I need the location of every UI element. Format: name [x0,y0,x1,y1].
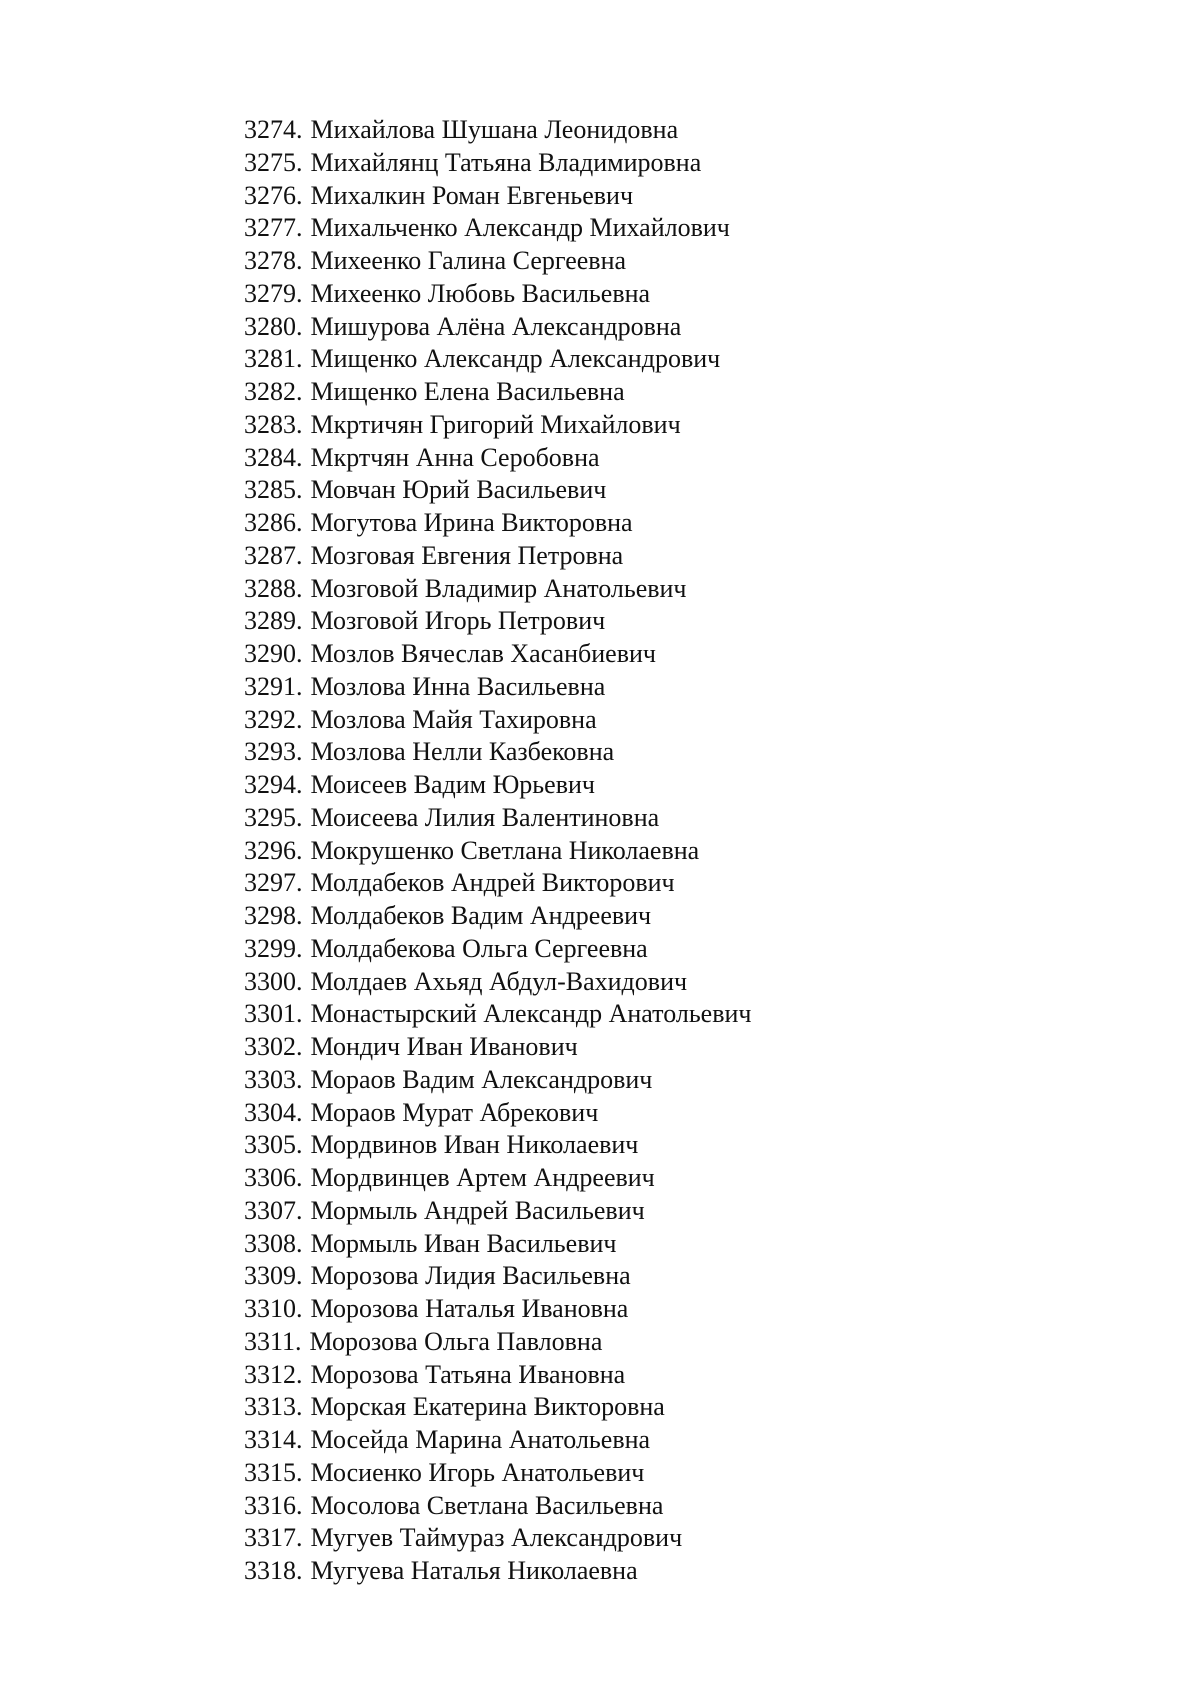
list-item [244,835,751,868]
list-item [244,311,751,344]
entry-number: 3279. [244,278,303,308]
entry-name: Молдаев Ахьяд Абдул-Вахидович [310,966,688,996]
entry-name: Моисеев Вадим Юрьевич [310,770,595,799]
entry-name: Морская Екатерина Викторовна [310,1392,665,1422]
entry-number: 3294. [244,770,303,799]
entry-name: Мордвинцев Артем Андреевич [310,1163,655,1192]
entry-name: Мкртичян Григорий Михайлович [310,409,681,439]
list-item [244,605,751,638]
entry-number: 3274. [244,115,303,144]
entry-number: 3288. [244,573,303,603]
entry-number: 3297. [244,868,303,898]
list-item [244,180,751,213]
entry-number: 3312. [244,1359,303,1389]
entry-number: 3286. [244,508,303,537]
list-item [244,343,751,376]
list-item [244,1129,751,1162]
entry-number: 3284. [244,442,303,472]
entry-number: 3298. [244,901,303,930]
entry-name: Мормыль Иван Васильевич [310,1228,617,1258]
list-item [244,1522,751,1555]
list-item [244,1490,751,1523]
list-item [244,1555,751,1588]
entry-number: 3290. [244,639,303,668]
entry-name: Мондич Иван Иванович [310,1032,578,1061]
list-item [244,245,751,278]
entry-name: Мордвинов Иван Николаевич [310,1130,639,1160]
entry-number: 3300. [244,966,303,996]
list-item [244,442,751,475]
list-item [244,736,751,769]
entry-name: Мозлов Вячеслав Хасанбиевич [310,639,656,668]
list-item [244,933,751,966]
entry-number: 3289. [244,606,303,636]
entry-number: 3311. [244,1326,302,1356]
entry-name: Мораов Мурат Абрекович [310,1097,599,1127]
entry-number: 3278. [244,246,303,275]
list-item [244,1031,751,1064]
list-item [244,540,751,573]
entry-number: 3283. [244,409,303,439]
list-item [244,998,751,1031]
list-item [244,900,751,933]
entry-number: 3304. [244,1097,303,1127]
entry-name: Мугуева Наталья Николаевна [310,1556,638,1585]
list-item [244,1293,751,1326]
entry-name: Молдабекова Ольга Сергеевна [310,933,648,963]
entry-name: Михалкин Роман Евгеньевич [310,180,634,210]
entry-number: 3282. [244,377,303,406]
list-item [244,1195,751,1228]
list-item [244,1162,751,1195]
entry-name: Михеенко Любовь Васильевна [310,278,651,308]
entry-name: Мозлова Нелли Казбековна [310,737,615,767]
entry-number: 3296. [244,835,303,865]
list-item [244,1228,751,1261]
entry-name: Мокрушенко Светлана Николаевна [310,835,700,865]
list-item [244,507,751,540]
entry-number: 3315. [244,1457,303,1487]
entry-number: 3277. [244,213,303,243]
entry-name: Мугуев Таймураз Александрович [310,1523,683,1553]
name-list [244,114,751,1588]
entry-number: 3313. [244,1392,303,1422]
entry-name: Мишурова Алёна Александровна [310,311,682,341]
list-item [244,1064,751,1097]
entry-name: Мозговой Владимир Анатольевич [310,573,687,603]
entry-number: 3295. [244,802,303,832]
list-item [244,1326,751,1359]
list-item [244,966,751,999]
entry-number: 3299. [244,933,303,963]
entry-name: Михеенко Галина Сергеевна [310,246,627,275]
entry-name: Мищенко Елена Васильевна [310,377,625,406]
entry-name: Мозговая Евгения Петровна [310,540,624,570]
list-item [244,474,751,507]
entry-name: Мосиенко Игорь Анатольевич [310,1457,645,1487]
list-item [244,147,751,180]
list-item [244,1424,751,1457]
list-item [244,802,751,835]
entry-name: Мищенко Александр Александрович [310,344,721,374]
list-item [244,769,751,802]
entry-name: Михальченко Александр Михайлович [310,213,730,243]
entry-number: 3302. [244,1032,303,1061]
entry-number: 3314. [244,1425,303,1454]
entry-number: 3309. [244,1261,303,1291]
entry-name: Мораов Вадим Александрович [310,1064,653,1094]
entry-number: 3316. [244,1490,303,1520]
entry-name: Мозлова Майя Тахировна [310,704,597,734]
list-item [244,704,751,737]
entry-name: Молдабеков Вадим Андреевич [310,901,652,930]
entry-number: 3306. [244,1163,303,1192]
entry-number: 3276. [244,180,303,210]
list-item [244,212,751,245]
entry-number: 3307. [244,1195,303,1225]
entry-name: Могутова Ирина Викторовна [310,508,633,537]
entry-number: 3285. [244,475,303,505]
entry-number: 3291. [244,671,303,701]
entry-name: Моисеева Лилия Валентиновна [310,802,660,832]
list-item [244,1457,751,1490]
entry-number: 3310. [244,1294,303,1323]
list-item [244,671,751,704]
entry-number: 3317. [244,1523,303,1553]
list-item [244,1097,751,1130]
entry-number: 3318. [244,1556,303,1585]
list-item [244,278,751,311]
entry-name: Морозова Ольга Павловна [309,1326,603,1356]
entry-name: Мормыль Андрей Васильевич [310,1195,645,1225]
entry-number: 3305. [244,1130,303,1160]
entry-name: Мовчан Юрий Васильевич [310,475,607,505]
list-item [244,1260,751,1293]
entry-number: 3301. [244,999,303,1029]
entry-name: Михайлова Шушана Леонидовна [310,115,679,144]
entry-name: Морозова Татьяна Ивановна [310,1359,626,1389]
entry-number: 3292. [244,704,303,734]
entry-number: 3303. [244,1064,303,1094]
entry-name: Мкртчян Анна Серобовна [310,442,600,472]
entry-name: Михайлянц Татьяна Владимировна [310,147,702,177]
entry-name: Морозова Лидия Васильевна [310,1261,631,1291]
entry-name: Мозлова Инна Васильевна [310,671,606,701]
list-item [244,638,751,671]
list-item [244,409,751,442]
entry-number: 3287. [244,540,303,570]
entry-number: 3275. [244,147,303,177]
list-item [244,1391,751,1424]
entry-name: Мосолова Светлана Васильевна [310,1490,664,1520]
entry-number: 3281. [244,344,303,374]
entry-name: Молдабеков Андрей Викторович [310,868,675,898]
list-item [244,114,751,147]
entry-number: 3308. [244,1228,303,1258]
entry-number: 3280. [244,311,303,341]
entry-name: Морозова Наталья Ивановна [310,1294,629,1323]
list-item [244,573,751,606]
list-item [244,867,751,900]
entry-name: Мозговой Игорь Петрович [310,606,606,636]
entry-name: Монастырский Александр Анатольевич [310,999,752,1029]
entry-name: Мосейда Марина Анатольевна [310,1425,651,1454]
list-item [244,376,751,409]
entry-number: 3293. [244,737,303,767]
list-item [244,1359,751,1392]
